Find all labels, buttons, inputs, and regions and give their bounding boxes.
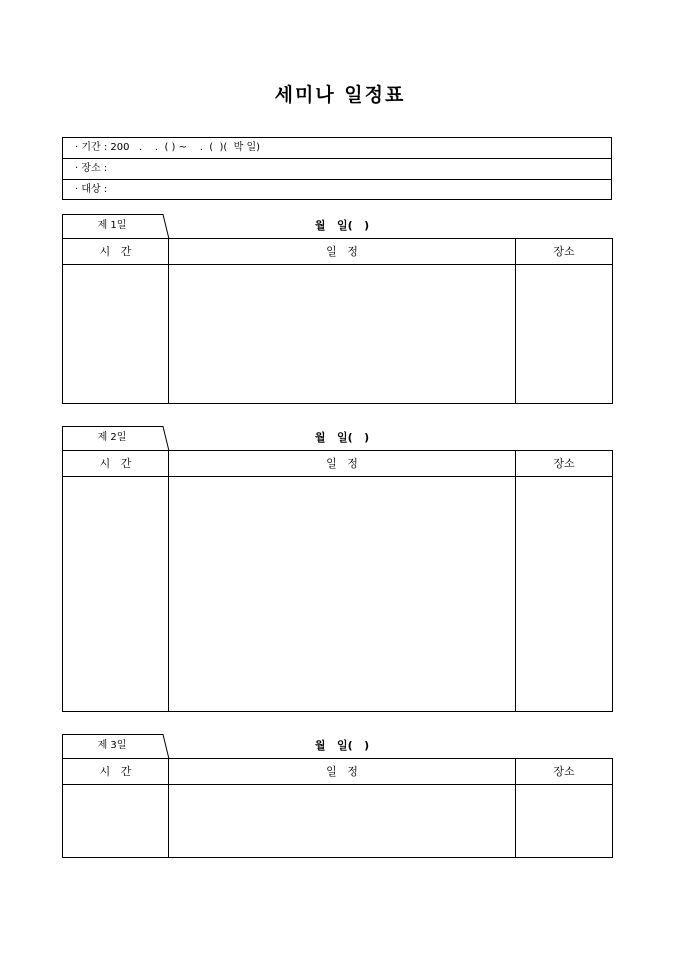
day-2-date[interactable]: 월 일( ): [314, 431, 370, 444]
table-body-row: [63, 477, 612, 711]
place-cell[interactable]: [516, 785, 612, 857]
day-3-section: [62, 734, 613, 859]
seminar-info-box: [62, 137, 612, 200]
time-cell[interactable]: [63, 477, 169, 711]
place-field[interactable]: · 장소 :: [63, 159, 611, 180]
page-title: 세미나 일정표: [274, 84, 406, 106]
schedule-cell[interactable]: [169, 477, 516, 711]
schedule-header: 일 정: [169, 451, 516, 476]
schedule-cell[interactable]: [169, 785, 516, 857]
period-field[interactable]: · 기간 : 200 . . ( ) ~ . ( )( 박 일): [63, 138, 611, 159]
time-cell[interactable]: [63, 785, 169, 857]
table-body-row: [63, 265, 612, 403]
time-header: 시 간: [63, 759, 169, 784]
place-header: 장소: [553, 457, 575, 470]
day-1-table: [62, 238, 613, 404]
time-cell[interactable]: [63, 265, 169, 403]
schedule-header: 일 정: [169, 759, 516, 784]
schedule-header: 일 정: [169, 239, 516, 264]
audience-field[interactable]: · 대상 :: [75, 184, 108, 195]
table-body-row: [63, 785, 612, 857]
table-header-row: [63, 759, 612, 785]
place-header: 장소: [553, 245, 575, 258]
day-2-section: [62, 426, 613, 712]
day-1-label: 제 1일: [97, 220, 127, 231]
day-3-label: 제 3일: [97, 740, 127, 751]
day-3-table: [62, 758, 613, 858]
place-header: 장소: [553, 765, 575, 778]
place-cell[interactable]: [516, 265, 612, 403]
table-header-row: [63, 239, 612, 265]
day-3-date[interactable]: 월 일( ): [314, 739, 370, 752]
place-cell[interactable]: [516, 477, 612, 711]
time-header: 시 간: [63, 451, 169, 476]
day-2-label: 제 2일: [97, 432, 127, 443]
day-2-table: [62, 450, 613, 712]
schedule-cell[interactable]: [169, 265, 516, 403]
time-header: 시 간: [63, 239, 169, 264]
table-header-row: [63, 451, 612, 477]
day-1-section: [62, 214, 613, 404]
day-1-date[interactable]: 월 일( ): [314, 219, 370, 232]
